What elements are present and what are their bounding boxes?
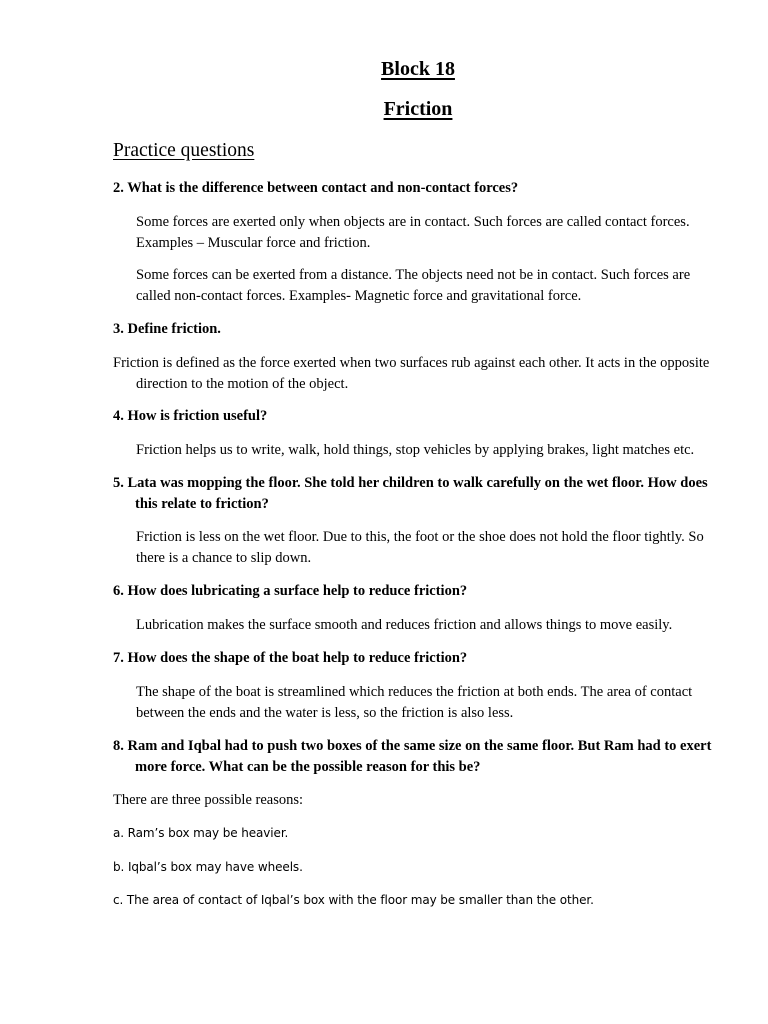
reason-c: c. The area of contact of Iqbal’s box with the floor may be smaller than the other. [113,893,594,907]
answer-8-intro: There are three possible reasons: [113,792,304,808]
answer-5: Friction is less on the wet floor. Due to this, the foot or the shoe does not hold the floor tightly. So there is a chance to slip down. [136,529,704,566]
question-4: 4. How is friction useful? [113,408,268,424]
topic-title: Friction [383,98,453,120]
answer-4: Friction helps us to write, walk, hold things, stop vehicles by applying brakes, light matches etc. [136,442,695,458]
answer-3: Friction is defined as the force exerted when two surfaces rub against each other. It acts in the opposite direction to the motion of the object. [113,355,710,392]
reason-a: a. Ram’s box may be heavier. [113,826,289,840]
question-5: 5. Lata was mopping the floor. She told her children to walk carefully on the wet floor. How does this relate to friction? [113,475,708,512]
question-3: 3. Define friction. [113,321,221,337]
answer-2-contact: Some forces are exerted only when objects are in contact. Such forces are called contact forces. Examples – Muscular force and friction. [136,214,690,251]
answer-2-non-contact: Some forces can be exerted from a distance. The objects need not be in contact. Such forces are called non-contact forces. Examples- Magnetic force and gravitational force. [136,267,691,304]
question-2: 2. What is the difference between contact and non-contact forces? [113,180,519,196]
reason-b: b. Iqbal’s box may have wheels. [113,860,303,874]
block-title: Block 18 [381,58,455,80]
section-heading: Practice questions [113,140,255,161]
question-8: 8. Ram and Iqbal had to push two boxes of the same size on the same floor. But Ram had to exert more force. What can be the possible reason for this be? [113,738,712,775]
answer-6: Lubrication makes the surface smooth and reduces friction and allows things to move easily. [136,617,673,633]
question-7: 7. How does the shape of the boat help to reduce friction? [113,650,468,666]
question-6: 6. How does lubricating a surface help to reduce friction? [113,583,468,599]
answer-7: The shape of the boat is streamlined which reduces the friction at both ends. The area of contact between the ends and the water is less, so the friction is also less. [136,684,693,721]
